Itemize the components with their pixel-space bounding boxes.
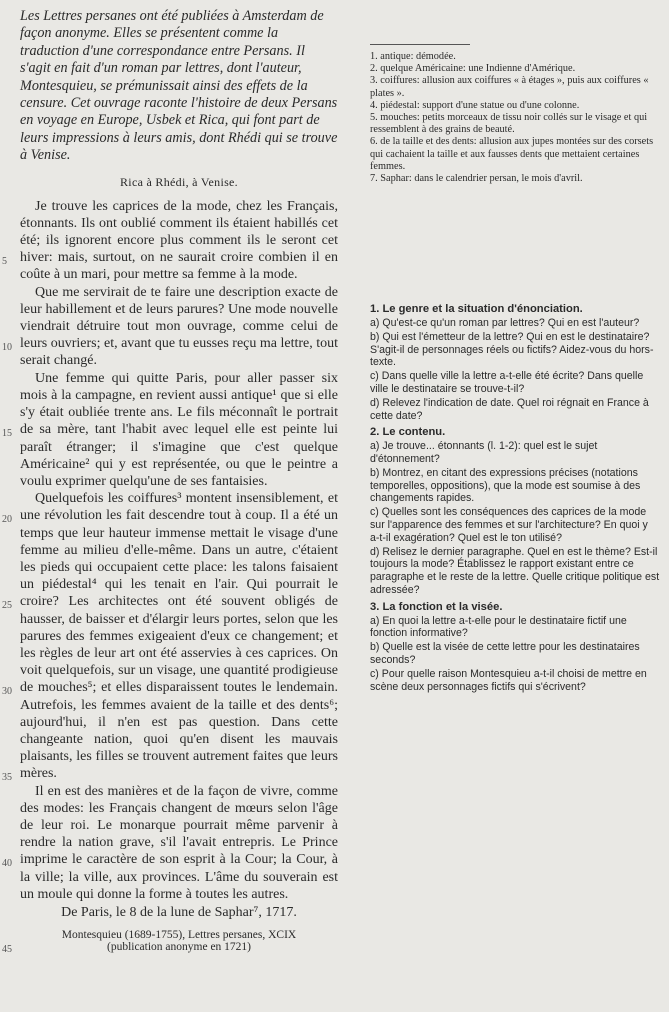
- intro-paragraph: Les Lettres persanes ont été publiées à Amsterdam de façon anonyme. Elles se présentent comme la traduction d'une correspondance entre Persans. Il s'agit en fait d'un roman par lettres, dont l'auteur, Montesquieu, se prémunissait ainsi des effets de la censure. Cet ouvrage raconte l'histoire de deux Persans en voyage en Europe, Usbek et Rica, qui font part de leurs impressions à leurs amis, dont Rhédi qui se trouve à Venise.: [20, 8, 338, 164]
- question-item: b) Montrez, en citant des expressions précises (notations temporelles, oppositions), que la mode est soumise à des changements rapides.: [370, 466, 641, 505]
- footnotes: [370, 51, 660, 185]
- question-section-title: 2. Le contenu.: [370, 426, 446, 439]
- footnote: 3. coiffures: allusion aux coiffures « à étages », puis aux coiffures « plates ».: [370, 75, 649, 99]
- source-note: (publication anonyme en 1721): [106, 940, 252, 953]
- footnote: 6. de la taille et des dents: allusion aux jupes montées sur des corsets qui cachaient la taille et aux fausses dents que mettaient certaines femmes.: [370, 136, 654, 172]
- line-number: 10: [2, 342, 12, 353]
- line-number: 30: [2, 686, 12, 697]
- footnote: 5. mouches: petits morceaux de tissu noir collés sur le visage et qui ressemblent à des grains de beauté.: [370, 112, 648, 136]
- question-item: b) Quelle est la visée de cette lettre pour les destinataires seconds?: [370, 641, 640, 666]
- question-item: d) Relisez le dernier paragraphe. Quel en est le thème? Est-il toujours la mode? Établissez le rapport existant entre ce paragraphe et le reste de la lettre. Quelle critique politique est adressée?: [370, 545, 660, 596]
- letter-paragraph: Que me servirait de te faire une description exacte de leur habillement et de leurs parures? Une mode nouvelle viendrait détruire tout mon ouvrage, comme celui de leurs ouvriers; et, avant que tu eusses reçu ma lettre, tout serait changé.: [20, 284, 339, 369]
- notes-divider: [370, 44, 470, 45]
- line-numbers: [2, 0, 16, 1012]
- letter-signature: De Paris, le 8 de la lune de Saphar⁷, 1717.: [61, 904, 297, 920]
- question-section-title: 1. Le genre et la situation d'énonciation.: [370, 303, 583, 316]
- line-number: 45: [2, 944, 12, 955]
- source-citation: Montesquieu (1689-1755), Lettres persanes, XCIX: [61, 928, 297, 941]
- question-item: a) Qu'est-ce qu'un roman par lettres? Qui en est l'auteur?: [370, 317, 640, 330]
- line-number: 20: [2, 514, 12, 525]
- footnote: 7. Saphar: dans le calendrier persan, le mois d'avril.: [370, 173, 583, 185]
- question-item: c) Quelles sont les conséquences des caprices de la mode sur l'apparence des femmes et sur l'architecture? En quoi y a-t-il exagération? Quel est le ton utilisé?: [370, 506, 648, 544]
- right-column: [370, 8, 660, 694]
- letter-paragraph: Une femme qui quitte Paris, pour aller passer six mois à la campagne, en revient aussi antique¹ que si elle s'y était oubliée trente ans. Le fils méconnaît le portrait de sa mère, tant l'habit avec lequel elle est peinte lui paraît étranger; il s'imagine que c'est quelque Américaine² qui y est représentée, ou que le peintre a voulu exprimer quelqu'une de ses fantaisies.: [20, 370, 338, 489]
- footnote: 4. piédestal: support d'une statue ou d'une colonne.: [370, 99, 580, 111]
- line-number: 35: [2, 772, 12, 783]
- line-number: 5: [2, 256, 7, 267]
- footnote: 1. antique: démodée.: [370, 51, 456, 62]
- line-number: 25: [2, 600, 12, 611]
- question-item: c) Pour quelle raison Montesquieu a-t-il choisi de mettre en scène deux personnages fictifs qui s'écrivent?: [370, 667, 647, 693]
- line-number: 15: [2, 428, 12, 439]
- letter-paragraph: Quelquefois les coiffures³ montent insensiblement, et une révolution les fait descendre tout à coup. Il a été un temps que leur hauteur immense mettait le visage d'une femme au milieu d'elle-même. Dans un autre, c'étaient les pieds qui occupaient cette place: les talons faisaient un piédestal⁴ qui les tenait en l'air. Qui pourrait le croire? Les architectes ont été souvent obligés de hausser, de baisser et d'élargir leurs portes, selon que les parures des femmes exigeaient d'eux ce changement; et les règles de leur art ont été asservies à ces caprices. On voit quelquefois, sur un visage, une quantité prodigieuse de mouches⁵; et elles disparaissent toutes le lendemain. Autrefois, les femmes avaient de la taille et des dents⁶; aujourd'hui, il n'en est pas question. Dans cette changeante nation, quoi qu'en disent les mauvais plaisants, les filles se trouvent autrement faites que leurs mères.: [20, 491, 338, 782]
- question-item: c) Dans quelle ville la lettre a-t-elle été écrite? Dans quelle ville le destinataire se trouve-t-il?: [370, 370, 644, 396]
- question-item: a) Je trouve... étonnants (l. 1-2): quel est le sujet d'étonnement?: [370, 440, 598, 465]
- question-item: b) Qui est l'émetteur de la lettre? Qui en est le destinataire? S'agit-il de personnages réels ou fictifs? Aidez-vous du hors-texte.: [370, 330, 654, 369]
- letter-heading: Rica à Rhédi, à Venise.: [120, 174, 238, 189]
- left-column: [20, 8, 338, 953]
- question-item: a) En quoi la lettre a-t-elle pour le destinataire fictif une fonction informative?: [370, 614, 627, 640]
- footnote: 2. quelque Américaine: une Indienne d'Amérique.: [370, 63, 576, 75]
- letter-paragraph: Il en est des manières et de la façon de vivre, comme des modes: les Français changent de mœurs selon l'âge de leur roi. Le monarque pourrait même parvenir à rendre la nation grave, s'il l'avait entrepris. Le Prince imprime le caractère de son esprit à la Cour; la Cour, à la ville; la ville, aux provinces. L'âme du souverain est un moule qui donne la forme à toutes les autres.: [20, 783, 338, 902]
- line-number: 40: [2, 858, 12, 869]
- letter-text: [20, 198, 338, 903]
- question-section-title: 3. La fonction et la visée.: [370, 600, 503, 613]
- question-item: d) Relevez l'indication de date. Quel roi régnait en France à cette date?: [370, 396, 649, 422]
- letter-paragraph: Je trouve les caprices de la mode, chez les Français, étonnants. Ils ont oublié comment ils étaient habillés cet été; ils ignorent encore plus comment ils le seront cet hiver: mais, surtout, on ne saurait croire combien il en coûte à un mari, pour mettre sa femme à la mode.: [20, 198, 338, 283]
- questions: [370, 303, 660, 693]
